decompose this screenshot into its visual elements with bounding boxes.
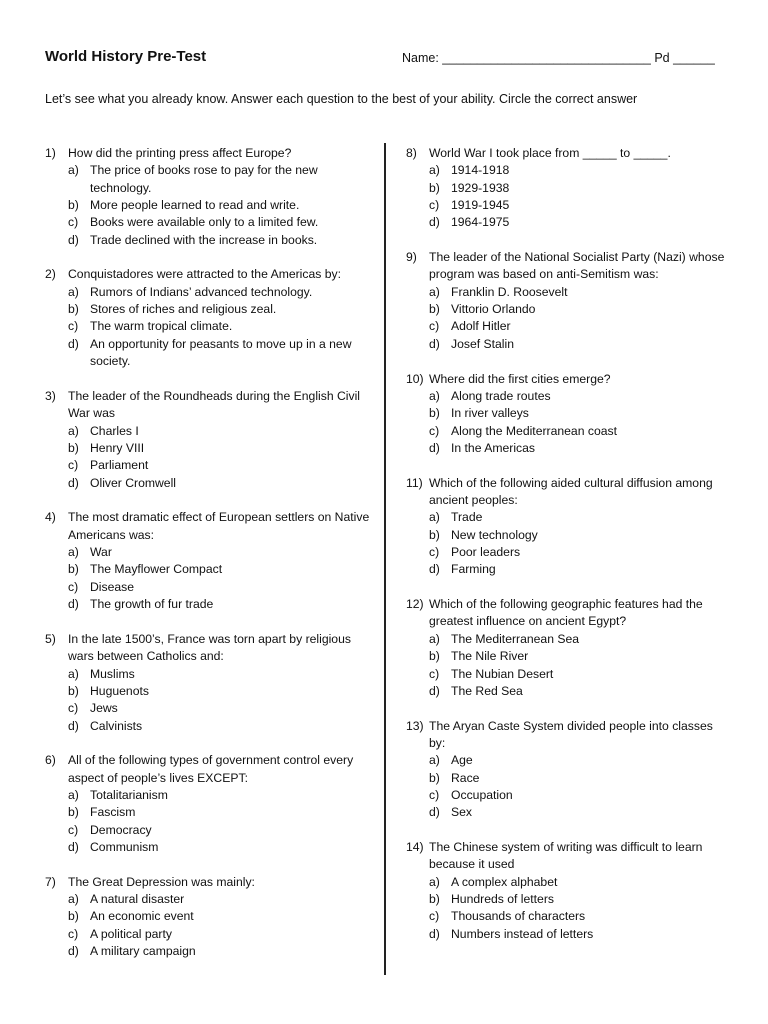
option-letter: a) <box>429 388 440 403</box>
option-letter: a) <box>429 510 440 525</box>
answer-option[interactable] <box>68 787 375 804</box>
answer-option[interactable] <box>429 527 726 544</box>
answer-option[interactable] <box>429 509 726 526</box>
answer-option[interactable] <box>68 475 375 492</box>
answer-option[interactable] <box>429 648 726 665</box>
answer-option[interactable] <box>429 891 726 908</box>
answer-options <box>429 752 726 821</box>
question <box>45 266 375 370</box>
answer-options <box>429 284 726 353</box>
option-letter: a) <box>429 753 440 768</box>
option-text: The warm tropical climate. <box>90 319 233 334</box>
option-letter: b) <box>68 198 79 213</box>
option-text: Parliament <box>90 458 149 473</box>
option-text: A military campaign <box>90 944 196 959</box>
answer-options <box>68 162 375 249</box>
option-letter: c) <box>68 926 79 941</box>
answer-option[interactable] <box>429 180 726 197</box>
answer-option[interactable] <box>429 440 726 457</box>
option-letter: c) <box>68 215 79 230</box>
option-text: 1929-1938 <box>451 180 510 195</box>
option-letter: c) <box>429 545 440 560</box>
option-text: A complex alphabet <box>451 874 558 889</box>
option-text: Along the Mediterranean coast <box>451 423 617 438</box>
option-letter: a) <box>429 284 440 299</box>
option-letter: a) <box>429 874 440 889</box>
answer-option[interactable] <box>429 908 726 925</box>
option-letter: a) <box>68 423 79 438</box>
option-letter: d) <box>429 440 440 455</box>
option-letter: d) <box>68 597 79 612</box>
answer-options <box>68 284 375 371</box>
answer-option[interactable] <box>68 423 375 440</box>
question-text: The Chinese system of writing was difficult to learn because it used <box>429 840 703 872</box>
option-letter: b) <box>68 440 79 455</box>
question <box>45 145 375 249</box>
option-letter: c) <box>429 787 440 802</box>
answer-options <box>429 509 726 578</box>
option-text: New technology <box>451 527 538 542</box>
option-letter: c) <box>68 579 79 594</box>
option-letter: c) <box>68 701 79 716</box>
option-letter: c) <box>68 319 79 334</box>
question-text: World War I took place from _____ to _____. <box>429 146 671 160</box>
question-number: 6) <box>45 753 56 768</box>
option-letter: b) <box>429 406 440 421</box>
column-divider <box>384 143 386 975</box>
question <box>45 509 375 613</box>
instructions: Let’s see what you already know. Answer each question to the best of your ability. Circle the correct answer <box>45 92 638 106</box>
answer-option[interactable] <box>68 561 375 578</box>
answer-option[interactable] <box>68 579 375 596</box>
option-text: The Nile River <box>451 649 529 664</box>
option-letter: b) <box>68 302 79 317</box>
answer-option[interactable] <box>68 804 375 821</box>
option-text: Numbers instead of letters <box>451 926 594 941</box>
option-letter: d) <box>68 232 79 247</box>
answer-option[interactable] <box>68 457 375 474</box>
question <box>406 371 726 458</box>
option-text: The Mayflower Compact <box>90 562 223 577</box>
answer-options <box>68 666 375 735</box>
question <box>406 839 726 943</box>
option-text: Trade <box>451 510 483 525</box>
option-letter: b) <box>429 180 440 195</box>
question-number: 4) <box>45 510 56 525</box>
option-text: Race <box>451 770 480 785</box>
answer-option[interactable] <box>68 666 375 683</box>
option-text: 1964-1975 <box>451 215 510 230</box>
option-letter: c) <box>429 666 440 681</box>
question-number: 1) <box>45 146 56 160</box>
answer-option[interactable] <box>68 197 375 214</box>
option-text: Vittorio Orlando <box>451 302 536 317</box>
answer-option[interactable] <box>429 874 726 891</box>
answer-option[interactable] <box>68 839 375 856</box>
question-text: Which of the following geographic features had the greatest influence on ancient Egypt? <box>429 597 703 629</box>
answer-options <box>68 891 375 960</box>
question-number: 10) <box>406 371 424 386</box>
option-text: In the Americas <box>451 440 535 455</box>
question <box>45 388 375 492</box>
answer-option[interactable] <box>68 891 375 908</box>
option-text: Muslims <box>90 666 135 681</box>
option-letter: d) <box>68 336 79 351</box>
answer-option[interactable] <box>68 822 375 839</box>
answer-options <box>429 162 726 231</box>
option-letter: b) <box>429 770 440 785</box>
option-letter: b) <box>429 649 440 664</box>
option-text: Charles I <box>90 423 139 438</box>
option-text: Rumors of Indians’ advanced technology. <box>90 284 313 299</box>
option-text: Oliver Cromwell <box>90 475 176 490</box>
option-text: Disease <box>90 579 135 594</box>
answer-option[interactable] <box>429 561 726 578</box>
option-letter: a) <box>68 545 79 560</box>
option-text: The Red Sea <box>451 683 523 698</box>
option-text: Age <box>451 753 473 768</box>
answer-option[interactable] <box>429 926 726 943</box>
answer-option[interactable] <box>429 423 726 440</box>
answer-option[interactable] <box>68 301 375 318</box>
option-text: Franklin D. Roosevelt <box>451 284 568 299</box>
question <box>406 718 726 822</box>
option-text: Huguenots <box>90 683 149 698</box>
answer-option[interactable] <box>429 631 726 648</box>
question-text: In the late 1500’s, France was torn apart by religious wars between Catholics and: <box>68 631 351 664</box>
option-letter: b) <box>68 909 79 924</box>
answer-options <box>429 388 726 457</box>
option-letter: d) <box>68 839 79 854</box>
answer-option[interactable] <box>429 284 726 301</box>
question-text: Conquistadores were attracted to the Americas by: <box>68 267 342 282</box>
option-text: 1919-1945 <box>451 198 510 213</box>
option-text: Occupation <box>451 787 513 802</box>
answer-option[interactable] <box>429 214 726 231</box>
option-letter: d) <box>429 805 440 820</box>
option-text: Hundreds of letters <box>451 892 554 907</box>
answer-options <box>429 874 726 943</box>
question <box>406 475 726 579</box>
question-text: How did the printing press affect Europe? <box>68 146 292 160</box>
answer-option[interactable] <box>429 301 726 318</box>
question-text: All of the following types of government control every aspect of people’s lives EXCEPT: <box>68 753 354 785</box>
option-letter: d) <box>429 562 440 577</box>
option-text: Trade declined with the increase in books. <box>90 232 318 247</box>
option-text: Sex <box>451 805 473 820</box>
answer-option[interactable] <box>429 318 726 335</box>
answer-option[interactable] <box>429 388 726 405</box>
option-text: In river valleys <box>451 406 529 421</box>
option-letter: c) <box>429 319 440 334</box>
question-text: Which of the following aided cultural diffusion among ancient peoples: <box>429 475 713 508</box>
answer-option[interactable] <box>68 908 375 925</box>
option-letter: a) <box>68 284 79 299</box>
question <box>45 874 375 961</box>
option-text: Thousands of characters <box>451 909 586 924</box>
answer-option[interactable] <box>68 718 375 735</box>
option-text: More people learned to read and write. <box>90 198 300 213</box>
option-letter: a) <box>68 787 79 802</box>
option-text: An opportunity for peasants to move up in a new society. <box>90 336 352 369</box>
option-letter: a) <box>68 892 79 907</box>
answer-option[interactable] <box>68 544 375 561</box>
answer-option[interactable] <box>68 440 375 457</box>
option-text: Stores of riches and religious zeal. <box>90 302 277 317</box>
option-letter: d) <box>429 336 440 351</box>
answer-option[interactable] <box>429 752 726 769</box>
option-text: Books were available only to a limited few. <box>90 215 319 230</box>
option-letter: b) <box>429 527 440 542</box>
answer-option[interactable] <box>68 318 375 335</box>
question-text: The most dramatic effect of European settlers on Native Americans was: <box>68 510 370 542</box>
question <box>406 596 726 700</box>
question-number: 5) <box>45 631 56 646</box>
answer-option[interactable] <box>68 232 375 249</box>
option-letter: c) <box>429 198 440 213</box>
answer-option[interactable] <box>429 683 726 700</box>
option-letter: d) <box>68 475 79 490</box>
question-text: The Aryan Caste System divided people into classes by: <box>429 718 713 750</box>
answer-option[interactable] <box>68 700 375 717</box>
answer-option[interactable] <box>429 197 726 214</box>
option-text: Jews <box>90 701 118 716</box>
option-letter: d) <box>68 944 79 959</box>
question-number: 7) <box>45 874 56 889</box>
question-number: 9) <box>406 250 417 265</box>
option-text: Adolf Hitler <box>451 319 511 334</box>
option-text: Henry VIII <box>90 440 145 455</box>
question <box>45 631 375 735</box>
question-text: The leader of the Roundheads during the English Civil War was <box>68 388 361 421</box>
option-letter: d) <box>68 718 79 733</box>
option-letter: b) <box>68 562 79 577</box>
answer-option[interactable] <box>68 284 375 301</box>
name-period-field: Name: ______________________________ Pd ______ <box>402 51 715 65</box>
page-title: World History Pre-Test <box>45 48 207 65</box>
option-text: A political party <box>90 926 172 941</box>
answer-option[interactable] <box>429 162 726 179</box>
option-text: Poor leaders <box>451 545 521 560</box>
option-text: Calvinists <box>90 718 143 733</box>
question-number: 12) <box>406 597 424 612</box>
answer-option[interactable] <box>68 596 375 613</box>
option-text: War <box>90 545 112 560</box>
answer-options <box>68 544 375 613</box>
option-letter: c) <box>68 822 79 837</box>
answer-option[interactable] <box>429 336 726 353</box>
option-letter: d) <box>429 683 440 698</box>
answer-option[interactable] <box>68 926 375 943</box>
option-letter: b) <box>68 805 79 820</box>
option-text: The price of books rose to pay for the new technology. <box>90 163 318 195</box>
answer-option[interactable] <box>429 804 726 821</box>
option-text: Communism <box>90 839 159 854</box>
option-letter: d) <box>429 926 440 941</box>
answer-option[interactable] <box>68 162 375 197</box>
question-number: 13) <box>406 718 424 733</box>
option-text: Totalitarianism <box>90 787 168 802</box>
option-text: Fascism <box>90 805 136 820</box>
option-text: 1914-1918 <box>451 163 510 178</box>
option-letter: a) <box>429 163 440 178</box>
question-number: 8) <box>406 146 417 160</box>
option-text: Farming <box>451 562 496 577</box>
option-letter: a) <box>429 631 440 646</box>
option-text: Along trade routes <box>451 388 551 403</box>
answer-option[interactable] <box>429 787 726 804</box>
answer-option[interactable] <box>429 544 726 561</box>
option-letter: d) <box>429 215 440 230</box>
question-number: 11) <box>406 475 423 490</box>
answer-options <box>429 631 726 700</box>
question-text: The Great Depression was mainly: <box>68 874 255 889</box>
question-number: 14) <box>406 840 424 855</box>
question <box>406 249 726 353</box>
option-text: The Mediterranean Sea <box>451 631 580 646</box>
answer-option[interactable] <box>68 683 375 700</box>
answer-options <box>68 787 375 856</box>
option-text: An economic event <box>90 909 194 924</box>
option-letter: a) <box>68 163 79 178</box>
left-question-column <box>45 145 375 978</box>
option-text: The growth of fur trade <box>90 597 214 612</box>
option-letter: b) <box>429 302 440 317</box>
option-letter: a) <box>68 666 79 681</box>
option-letter: c) <box>68 458 79 473</box>
question <box>45 752 375 856</box>
question <box>406 145 726 232</box>
question-text: The leader of the National Socialist Party (Nazi) whose program was based on anti-Semitism was: <box>429 250 725 282</box>
option-text: The Nubian Desert <box>451 666 554 681</box>
option-text: A natural disaster <box>90 892 185 907</box>
answer-option[interactable] <box>68 943 375 960</box>
option-text: Josef Stalin <box>451 336 515 351</box>
right-question-column <box>406 145 726 960</box>
option-letter: c) <box>429 909 440 924</box>
answer-option[interactable] <box>429 770 726 787</box>
option-text: Democracy <box>90 822 152 837</box>
answer-option[interactable] <box>68 336 375 371</box>
question-text: Where did the first cities emerge? <box>429 371 611 386</box>
answer-option[interactable] <box>68 214 375 231</box>
question-number: 2) <box>45 267 56 282</box>
option-letter: b) <box>68 683 79 698</box>
question-number: 3) <box>45 388 56 403</box>
answer-options <box>68 423 375 492</box>
answer-option[interactable] <box>429 666 726 683</box>
answer-option[interactable] <box>429 405 726 422</box>
option-letter: b) <box>429 892 440 907</box>
option-letter: c) <box>429 423 440 438</box>
